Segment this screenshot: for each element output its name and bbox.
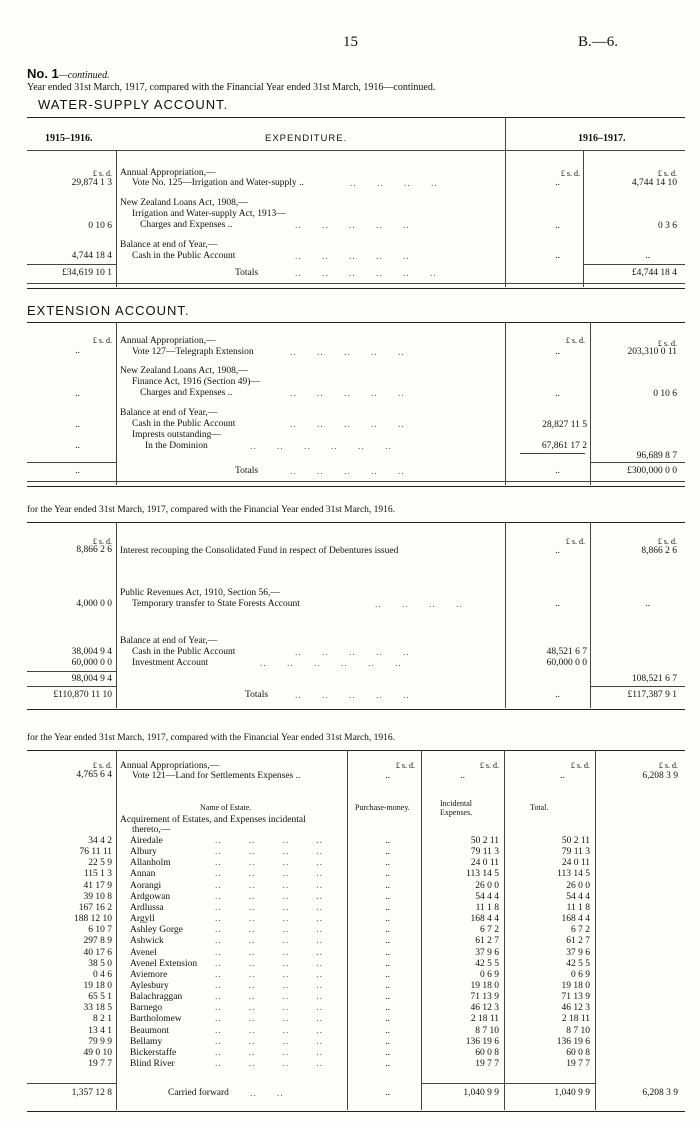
estate-name: Ardlussa [130,902,164,913]
estate-prev: 38 5 0 [88,958,112,969]
estate-incidental: 168 4 4 [470,914,499,925]
estate-prev: 39 10 8 [83,891,112,902]
ext-row2-cur: 0 10 6 [653,389,677,399]
estate-name: Aylesbury [130,980,169,991]
fourth-cf-label: Carried forward [168,1088,229,1098]
water-row1-mid: .. [555,178,560,188]
estate-total: 0 6 9 [571,969,590,980]
estate-prev: 79 9 9 [88,1036,112,1047]
estate-prev: 8 2 1 [93,1014,112,1025]
ext-row3-prev2: .. [75,441,80,451]
estate-purchase: .. [385,980,390,991]
estate-incidental: 113 14 5 [466,869,499,880]
estate-name: Avenel [130,947,157,958]
fourth-cf-purchase: .. [385,1088,390,1098]
estate-incidental: 0 6 9 [480,969,499,980]
fourth-cf-cur: 6,208 3 9 [642,1088,678,1098]
estate-prev: 49 0 10 [83,1047,112,1058]
estate-incidental: 61 2 7 [475,936,499,947]
estate-total: 46 12 3 [561,1003,590,1014]
third-row3-line1: Balance at end of Year,— [120,636,218,646]
third-lsd-cur: £ s. d. [657,537,677,546]
estate-name: Barnego [130,1003,163,1014]
estate-total: 2 18 11 [561,1014,590,1025]
ext-row3-mid1: 28,827 11 5 [542,420,587,430]
estate-prev: 40 17 6 [83,947,112,958]
water-row2-line2: Irrigation and Water-supply Act, 1913— [132,209,286,219]
estate-purchase: .. [385,969,390,980]
fourth-col-incidental: Incidental Expenses. [440,799,473,817]
page-number: 15 [343,34,358,50]
estate-prev: 76 11 11 [79,847,112,858]
water-col-mid: EXPENDITURE. [265,133,348,144]
third-total-cur: £117,387 9 1 [627,690,677,700]
estate-purchase: .. [385,891,390,902]
fourth-first-line1: Annual Appropriations,— [120,761,220,771]
estate-total: 37 9 6 [566,947,590,958]
third-row2-line2: Temporary transfer to State Forests Account [132,599,300,609]
ext-row3-line4: In the Dominion [145,441,208,451]
estate-purchase: .. [385,836,390,846]
third-sub-cur: 108,521 6 7 [631,674,677,684]
estate-purchase: .. [385,1036,390,1047]
estate-total: 168 4 4 [561,914,590,925]
third-row3-prev2: 60,000 0 0 [71,658,112,668]
fourth-lsd-cur: £ s. d. [658,761,678,770]
estate-name: Argyll [130,914,155,925]
estate-name: Balachraggan [130,992,183,1003]
estate-purchase: .. [385,880,390,891]
ext-row2-line1: New Zealand Loans Act, 1908,— [120,366,248,376]
extension-title: EXTENSION ACCOUNT. [27,303,190,318]
estate-prev: 167 16 2 [78,902,112,913]
estate-total: 11 1 8 [566,902,590,913]
estate-incidental: 19 7 7 [475,1059,499,1069]
fourth-cf-tot: 1,040 9 9 [554,1088,590,1098]
estate-total: 136 19 6 [556,1036,590,1047]
third-row2-cur: .. [645,599,650,609]
ext-row1-prev: .. [75,346,80,356]
ext-lsd-cur: £ s. d. [657,339,677,348]
estate-prev: 19 7 7 [88,1059,112,1069]
third-row3-prev1: 38,004 9 4 [71,647,112,657]
ext-row2-mid: .. [555,389,560,399]
fourth-acq-line1: Acquirement of Estates, and Expenses incidental [120,815,306,825]
fourth-title: for the Year ended 31st March, 1917, compared with the Financial Year ended 31st March, 1916. [27,733,396,743]
estate-total: 26 0 0 [566,880,590,891]
estate-name: Avenel Extension [130,958,198,969]
estate-total: 79 11 3 [561,847,590,858]
ext-lsd-prev: £ s. d. [92,336,112,345]
estate-incidental: 11 1 8 [475,902,499,913]
water-row1-line1: Annual Appropriation,— [120,168,216,178]
fourth-lsd-purchase: £ s. d. [395,761,415,770]
water-row2-mid: .. [555,221,560,231]
third-row1-prev: 8,866 2 6 [76,545,112,555]
fourth-lsd-prev: £ s. d. [92,761,112,770]
estate-prev: 33 18 5 [83,1003,112,1014]
water-row3-line1: Balance at end of Year,— [120,240,218,250]
estate-incidental: 2 18 11 [470,1014,499,1025]
estate-name: Beaumont [130,1025,170,1036]
fourth-first-inc: .. [460,771,465,781]
estate-purchase: .. [385,847,390,858]
water-total-label: Totals [235,268,259,278]
ext-row3-mid2: 67,861 17 2 [541,441,587,451]
third-row3-mid1: 48,521 6 7 [546,647,587,657]
third-lsd-mid: £ s. d. [565,537,585,546]
estate-incidental: 54 4 4 [475,891,499,902]
estate-name: Bartholomew [130,1014,182,1025]
fourth-col-total: Total. [530,803,549,812]
estate-name: Albury [130,847,157,858]
estate-name: Aorangi [130,880,162,891]
estate-incidental: 26 0 0 [475,880,499,891]
estate-incidental: 60 0 8 [475,1047,499,1058]
estate-purchase: .. [385,1025,390,1036]
estate-incidental: 8 7 10 [475,1025,499,1036]
ext-row3-line3: Imprests outstanding— [132,430,221,440]
ext-row3-line1: Balance at end of Year,— [120,408,218,418]
third-row1-cur: 8,866 2 6 [641,546,677,556]
estate-name: Aviemore [130,969,168,980]
ext-row3-prev: .. [75,420,80,430]
estate-name: Airedale [130,836,163,846]
third-total-mid: .. [555,690,560,700]
water-row1-prev: 29,874 1 3 [71,178,112,188]
ext-total-cur: £300,000 0 0 [627,466,677,476]
estate-name: Annan [130,869,156,880]
estate-name: Ashley Gorge [130,925,183,936]
estate-name: Bellamy [130,1036,163,1047]
fourth-cf-prev: 1,357 12 8 [71,1088,112,1098]
water-title: WATER-SUPPLY ACCOUNT. [38,97,229,112]
estate-name: Bickerstaffe [130,1047,177,1058]
estate-total: 24 0 11 [561,858,590,869]
third-sub-prev: 98,004 9 4 [71,674,112,684]
estate-purchase: .. [385,869,390,880]
fourth-acq-line2: thereto,— [132,825,171,835]
estate-total: 6 7 2 [571,925,590,936]
water-row1-cur: 4,744 14 10 [631,178,677,188]
estate-prev: 19 18 0 [83,980,112,991]
estate-prev: 188 12 10 [74,914,112,925]
fourth-col-estate: Name of Estate. [200,803,252,812]
fourth-cf-inc: 1,040 9 9 [463,1088,499,1098]
ext-total-prev: .. [75,466,80,476]
water-row3-prev: 4,744 18 4 [71,251,112,261]
estate-prev: 22 5 9 [88,858,112,869]
estate-prev: 13 4 1 [88,1025,112,1036]
ext-row3-line2: Cash in the Public Account [132,419,236,429]
ext-row2-line3: Charges and Expenses .. [140,388,233,398]
third-lsd-prev: £ s. d. [92,537,112,546]
estate-incidental: 19 18 0 [470,980,499,991]
estate-name: Ashwick [130,936,164,947]
fourth-lsd-inc: £ s. d. [479,761,499,770]
fourth-first-purchase: .. [385,771,390,781]
estate-prev: 41 17 9 [83,880,112,891]
estate-name: Allanholm [130,858,171,869]
estate-total: 71 13 9 [561,992,590,1003]
estate-purchase: .. [385,914,390,925]
estate-purchase: .. [385,925,390,936]
estate-incidental: 50 2 11 [470,836,499,846]
estate-total: 19 18 0 [561,980,590,991]
estate-purchase: .. [385,958,390,969]
estate-prev: 34 4 2 [88,836,112,846]
estate-purchase: .. [385,1003,390,1014]
estate-total: 8 7 10 [566,1025,590,1036]
estate-total: 61 2 7 [566,936,590,947]
estate-total: 54 4 4 [566,891,590,902]
third-row1-mid: .. [555,546,560,556]
ext-row1-line1: Annual Appropriation,— [120,336,216,346]
fourth-first-prev: 4,765 6 4 [76,770,112,780]
water-row2-line1: New Zealand Loans Act, 1908,— [120,198,248,208]
water-row1-line2: Vote No. 125—Irrigation and Water-supply .. [132,178,304,188]
document-reference: B.—6. [578,34,619,50]
estate-name: Blind River [130,1059,175,1069]
water-lsd-mid: £ s. d. [560,169,580,178]
third-row2-mid: .. [555,599,560,609]
estate-total: 113 14 5 [557,869,590,880]
estate-total: 42 5 5 [566,958,590,969]
estate-total: 19 7 7 [566,1059,590,1069]
estate-purchase: .. [385,936,390,947]
water-col-prev: 1915–1916. [45,133,93,144]
third-row2-line1: Public Revenues Act, 1910, Section 56,— [120,588,280,598]
year-line: Year ended 31st March, 1917, compared with the Financial Year ended 31st March, 1916—continued. [27,82,436,93]
water-row3-mid: .. [555,251,560,261]
water-total-prev: £34,619 10 1 [62,268,112,278]
ext-row2-line2: Finance Act, 1916 (Section 49)— [132,377,260,387]
estate-purchase: .. [385,1059,390,1069]
water-row3-cur: .. [645,251,650,261]
estate-purchase: .. [385,947,390,958]
water-row2-prev: 0 10 6 [88,221,112,231]
estate-purchase: .. [385,902,390,913]
third-total-label: Totals [245,690,269,700]
fourth-first-cur: 6,208 3 9 [642,771,678,781]
third-row3-line3: Investment Account [132,658,209,668]
fourth-col-purchase: Purchase-money. [355,803,410,812]
third-row1-text: Interest recouping the Consolidated Fund in respect of Debentures issued [120,546,399,556]
water-row2-cur: 0 3 6 [658,221,677,231]
estate-incidental: 46 12 3 [470,1003,499,1014]
estate-incidental: 136 19 6 [465,1036,499,1047]
fourth-first-tot: .. [560,771,565,781]
estate-total: 60 0 8 [566,1047,590,1058]
estate-name: Ardgowan [130,891,171,902]
ext-row1-mid: .. [555,347,560,357]
estate-incidental: 6 7 2 [480,925,499,936]
water-total-cur: £4,744 18 4 [631,268,677,278]
water-row3-line2: Cash in the Public Account [132,251,236,261]
estate-incidental: 71 13 9 [470,992,499,1003]
third-title: for the Year ended 31st March, 1917, compared with the Financial Year ended 31st March, 1916. [27,505,396,515]
water-row2-line3: Charges and Expenses .. [140,220,233,230]
third-total-prev: £110,870 11 10 [53,690,112,700]
estate-purchase: .. [385,992,390,1003]
third-row2-prev: 4,000 0 0 [76,599,112,609]
estate-prev: 115 1 3 [83,869,112,880]
estate-purchase: .. [385,1047,390,1058]
estate-prev: 297 8 9 [83,936,112,947]
ext-row2-prev: .. [75,389,80,399]
estate-incidental: 79 11 3 [470,847,499,858]
fourth-lsd-tot: £ s. d. [570,761,590,770]
ext-total-mid: .. [555,466,560,476]
ext-row1-cur: 203,310 0 11 [627,347,677,357]
estate-prev: 6 10 7 [88,925,112,936]
water-lsd-cur: £ s. d. [657,169,677,178]
water-col-cur: 1916–1917. [578,133,626,144]
water-lsd-prev: £ s. d. [92,169,112,178]
estate-purchase: .. [385,858,390,869]
estate-prev: 65 5 1 [88,992,112,1003]
estate-incidental: 24 0 11 [470,858,499,869]
third-row3-mid2: 60,000 0 0 [546,658,587,668]
ext-row3-cur: 96,689 8 7 [636,451,677,461]
ext-lsd-mid: £ s. d. [565,336,585,345]
estate-prev: 0 4 6 [93,969,112,980]
fourth-first-line2: Vote 121—Land for Settlements Expenses .. [132,771,301,781]
ext-total-label: Totals [235,466,259,476]
ext-row1-line2: Vote 127—Telegraph Extension [132,347,254,357]
estate-incidental: 42 5 5 [475,958,499,969]
estate-total: 50 2 11 [561,836,590,846]
estate-purchase: .. [385,1014,390,1025]
third-row3-line2: Cash in the Public Account [132,647,236,657]
estate-incidental: 37 9 6 [475,947,499,958]
section-number: No. 1—continued. [27,66,110,81]
